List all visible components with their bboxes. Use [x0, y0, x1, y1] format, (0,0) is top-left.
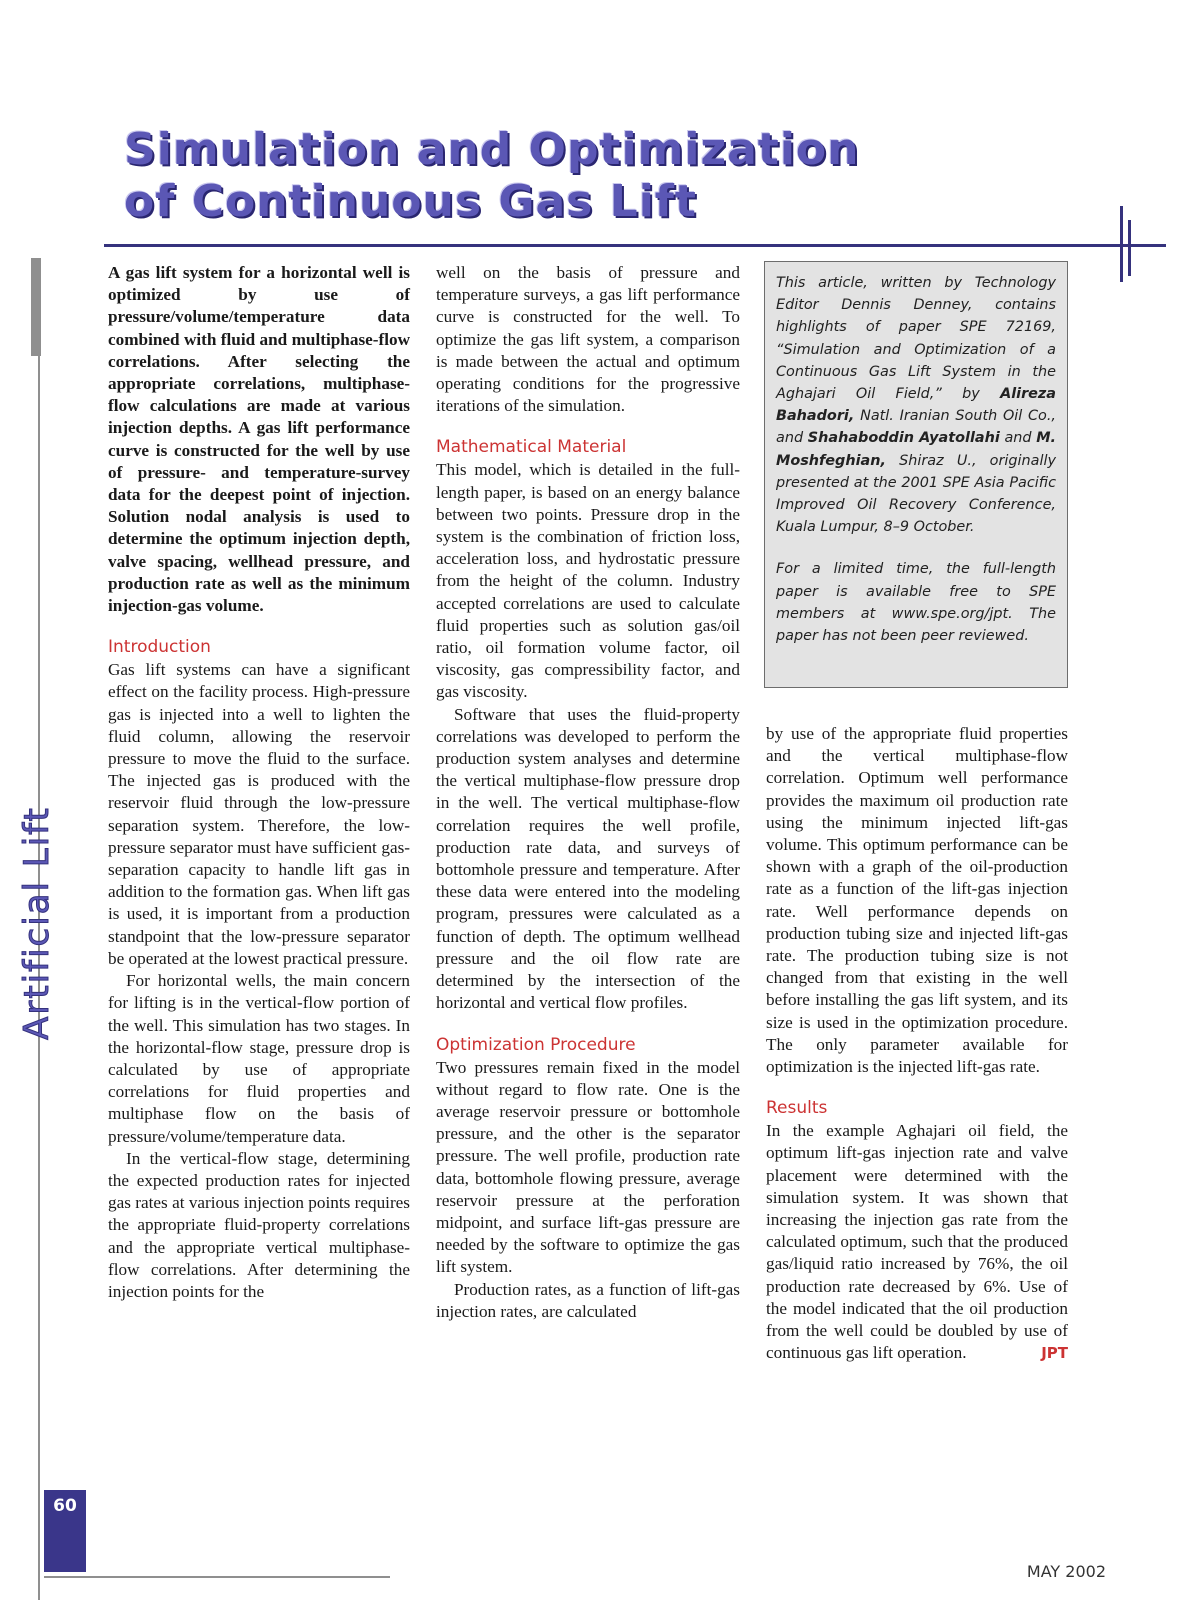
affiliation-2: Shiraz U., originally presented at the 2001 SPE Asia Pacific Improved Oil Recovery Conference, Kuala Lumpur, 8–9 October.	[776, 452, 1056, 536]
title-rule	[104, 244, 1166, 247]
sidebar-bar	[31, 258, 41, 356]
title-line-1: Simulation and Optimization	[124, 124, 860, 175]
affiliation-1: Natl. Iranian South Oil Co., and	[776, 408, 1057, 447]
author-1: Alireza Bahadori,	[776, 386, 1057, 425]
abstract: A gas lift system for a horizontal well is optimized by use of pressure/volume/temperature data combined with fluid and multiphase-flow correlations. After selecting the appropriate correlations, multiphase-flow calculations are made at various injection depths. A gas lift performance curve is constructed for the well by use of pressure- and temperature-survey data for the deepest point of injection. Solution nodal analysis is used to determine the optimum injection depth, valve spacing, wellhead pressure, and production rate as well as the minimum injection-gas volume.	[108, 263, 410, 616]
issue-date: MAY 2002	[1026, 1562, 1106, 1581]
optimization-paragraph-1: Two pressures remain fixed in the model without regard to flow rate. One is the average reservoir pressure or bottomhole pressure, and the other is the separator pressure. The well profile, production rate data, bottomhole flowing pressure, average reservoir pressure at the perforation midpoint, and surface lift-gas pressure are needed by the software to optimize the gas lift system.	[436, 1057, 740, 1277]
author-3: M. Moshfeghian,	[776, 430, 1057, 469]
info-box-credits	[776, 272, 1056, 538]
section-label: Artificial Lift	[17, 806, 57, 1040]
optimization-paragraph-2: Production rates, as a function of lift-gas injection rates, are calculated	[436, 1279, 740, 1321]
introduction-paragraph-3: In the vertical-flow stage, determining the expected production rates for injected gas rates at various injection points requires the appropriate fluid-property correlations and the appropriate vertical multiphase-flow correlations. After determining the injection points for the	[108, 1148, 410, 1301]
author-2: Shahaboddin Ayatollahi	[807, 430, 1000, 447]
column-3	[766, 723, 1068, 1364]
info-box-note: For a limited time, the full-length paper is available free to SPE members at www.spe.org/jpt. The paper has not been peer reviewed.	[776, 561, 1056, 645]
optimization-heading: Optimization Procedure	[436, 1034, 636, 1055]
results-paragraph	[766, 1120, 1068, 1364]
column-2	[436, 262, 740, 1323]
info-box-and: and	[1004, 430, 1032, 447]
info-box-intro: This article, written by Technology Editor Dennis Denney, contains highlights of paper SPE 72169, “Simulation and Optimization of a Continuous Gas Lift System in the Aghajari Oil Field,” by	[776, 275, 1056, 403]
article-info-box	[764, 261, 1068, 688]
jpt-end-mark: JPT	[1041, 1344, 1068, 1363]
introduction-paragraph-2: For horizontal wells, the main concern for lifting is in the vertical-flow portion of the well. This simulation has two stages. In the horizontal-flow stage, pressure drop is calculated by use of appropriate correlations for fluid properties and multiphase flow on the basis of pressure/volume/temperature data.	[108, 971, 410, 1146]
optimization-paragraph-2-continued: by use of the appropriate fluid properties and the vertical multiphase-flow correlation. Optimum well performance provides the maximum oil production rate using the minimum injected lift-gas volume. This optimum performance can be shown with a graph of the oil-production rate as a function of the lift-gas injection rate. Well performance depends on production tubing size and injected lift-gas rate. The production tubing size is not changed from that existing in the well before installing the gas lift system, and its size is used in the optimization procedure. The only parameter available for optimization is the injected lift-gas rate.	[766, 724, 1068, 1077]
introduction-paragraph-3-continued: well on the basis of pressure and temperature surveys, a gas lift performance curve is constructed for the well. To optimize the gas lift system, a comparison is made between the actual and optimum operating conditions for the progressive iterations of the simulation.	[436, 263, 740, 416]
rule-cross-mark	[1120, 206, 1123, 282]
rule-cross-mark-2	[1128, 220, 1131, 276]
introduction-paragraph-1: Gas lift systems can have a significant effect on the facility process. High-pressure gas is injected into a well to lighten the fluid column, allowing the reservoir pressure to move the fluid to the surface. The injected gas is produced with the reservoir fluid through the low-pressure separation system. Therefore, the low-pressure separator must have sufficient gas-separation capacity to handle lift gas in addition to the formation gas. When lift gas is used, it is important from a production standpoint that the low-pressure separator be operated at the lowest practical pressure.	[108, 660, 410, 968]
math-material-heading: Mathematical Material	[436, 437, 627, 458]
title-line-2: of Continuous Gas Lift	[124, 176, 697, 227]
column-1	[108, 262, 410, 1303]
results-heading: Results	[766, 1098, 828, 1119]
introduction-heading: Introduction	[108, 637, 211, 658]
math-material-paragraph-2: Software that uses the fluid-property correlations was developed to perform the production system analyses and determine the vertical multiphase-flow pressure drop in the well. The vertical multiphase-flow correlation requires the well profile, production rate data, and surveys of bottomhole pressure and temperature. After these data were entered into the modeling program, pressures were calculated as a function of depth. The optimum wellhead pressure and the oil flow rate are determined by the intersection of the horizontal and vertical flow profiles.	[436, 704, 740, 1013]
page-number: 60	[44, 1490, 86, 1572]
math-material-paragraph-1: This model, which is detailed in the full-length paper, is based on an energy balance between two points. Pressure drop in the system is the combination of friction loss, acceleration loss, and hydrostatic pressure from the height of the column. Industry accepted correlations are used to calculate fluid properties such as solution gas/oil ratio, oil formation volume factor, oil viscosity, gas compressibility factor, and gas viscosity.	[436, 460, 740, 702]
footer-rule	[44, 1576, 390, 1578]
article-title	[124, 124, 1084, 228]
results-text: In the example Aghajari oil field, the optimum lift-gas injection rate and valve placement were determined with the simulation system. It was shown that increasing the injection gas rate from the calculated optimum, such that the produced gas/liquid ratio increased by 76%, the oil production rate decreased by 6%. Use of the model indicated that the oil production from the well could be doubled by use of continuous gas lift operation.	[766, 1121, 1068, 1363]
